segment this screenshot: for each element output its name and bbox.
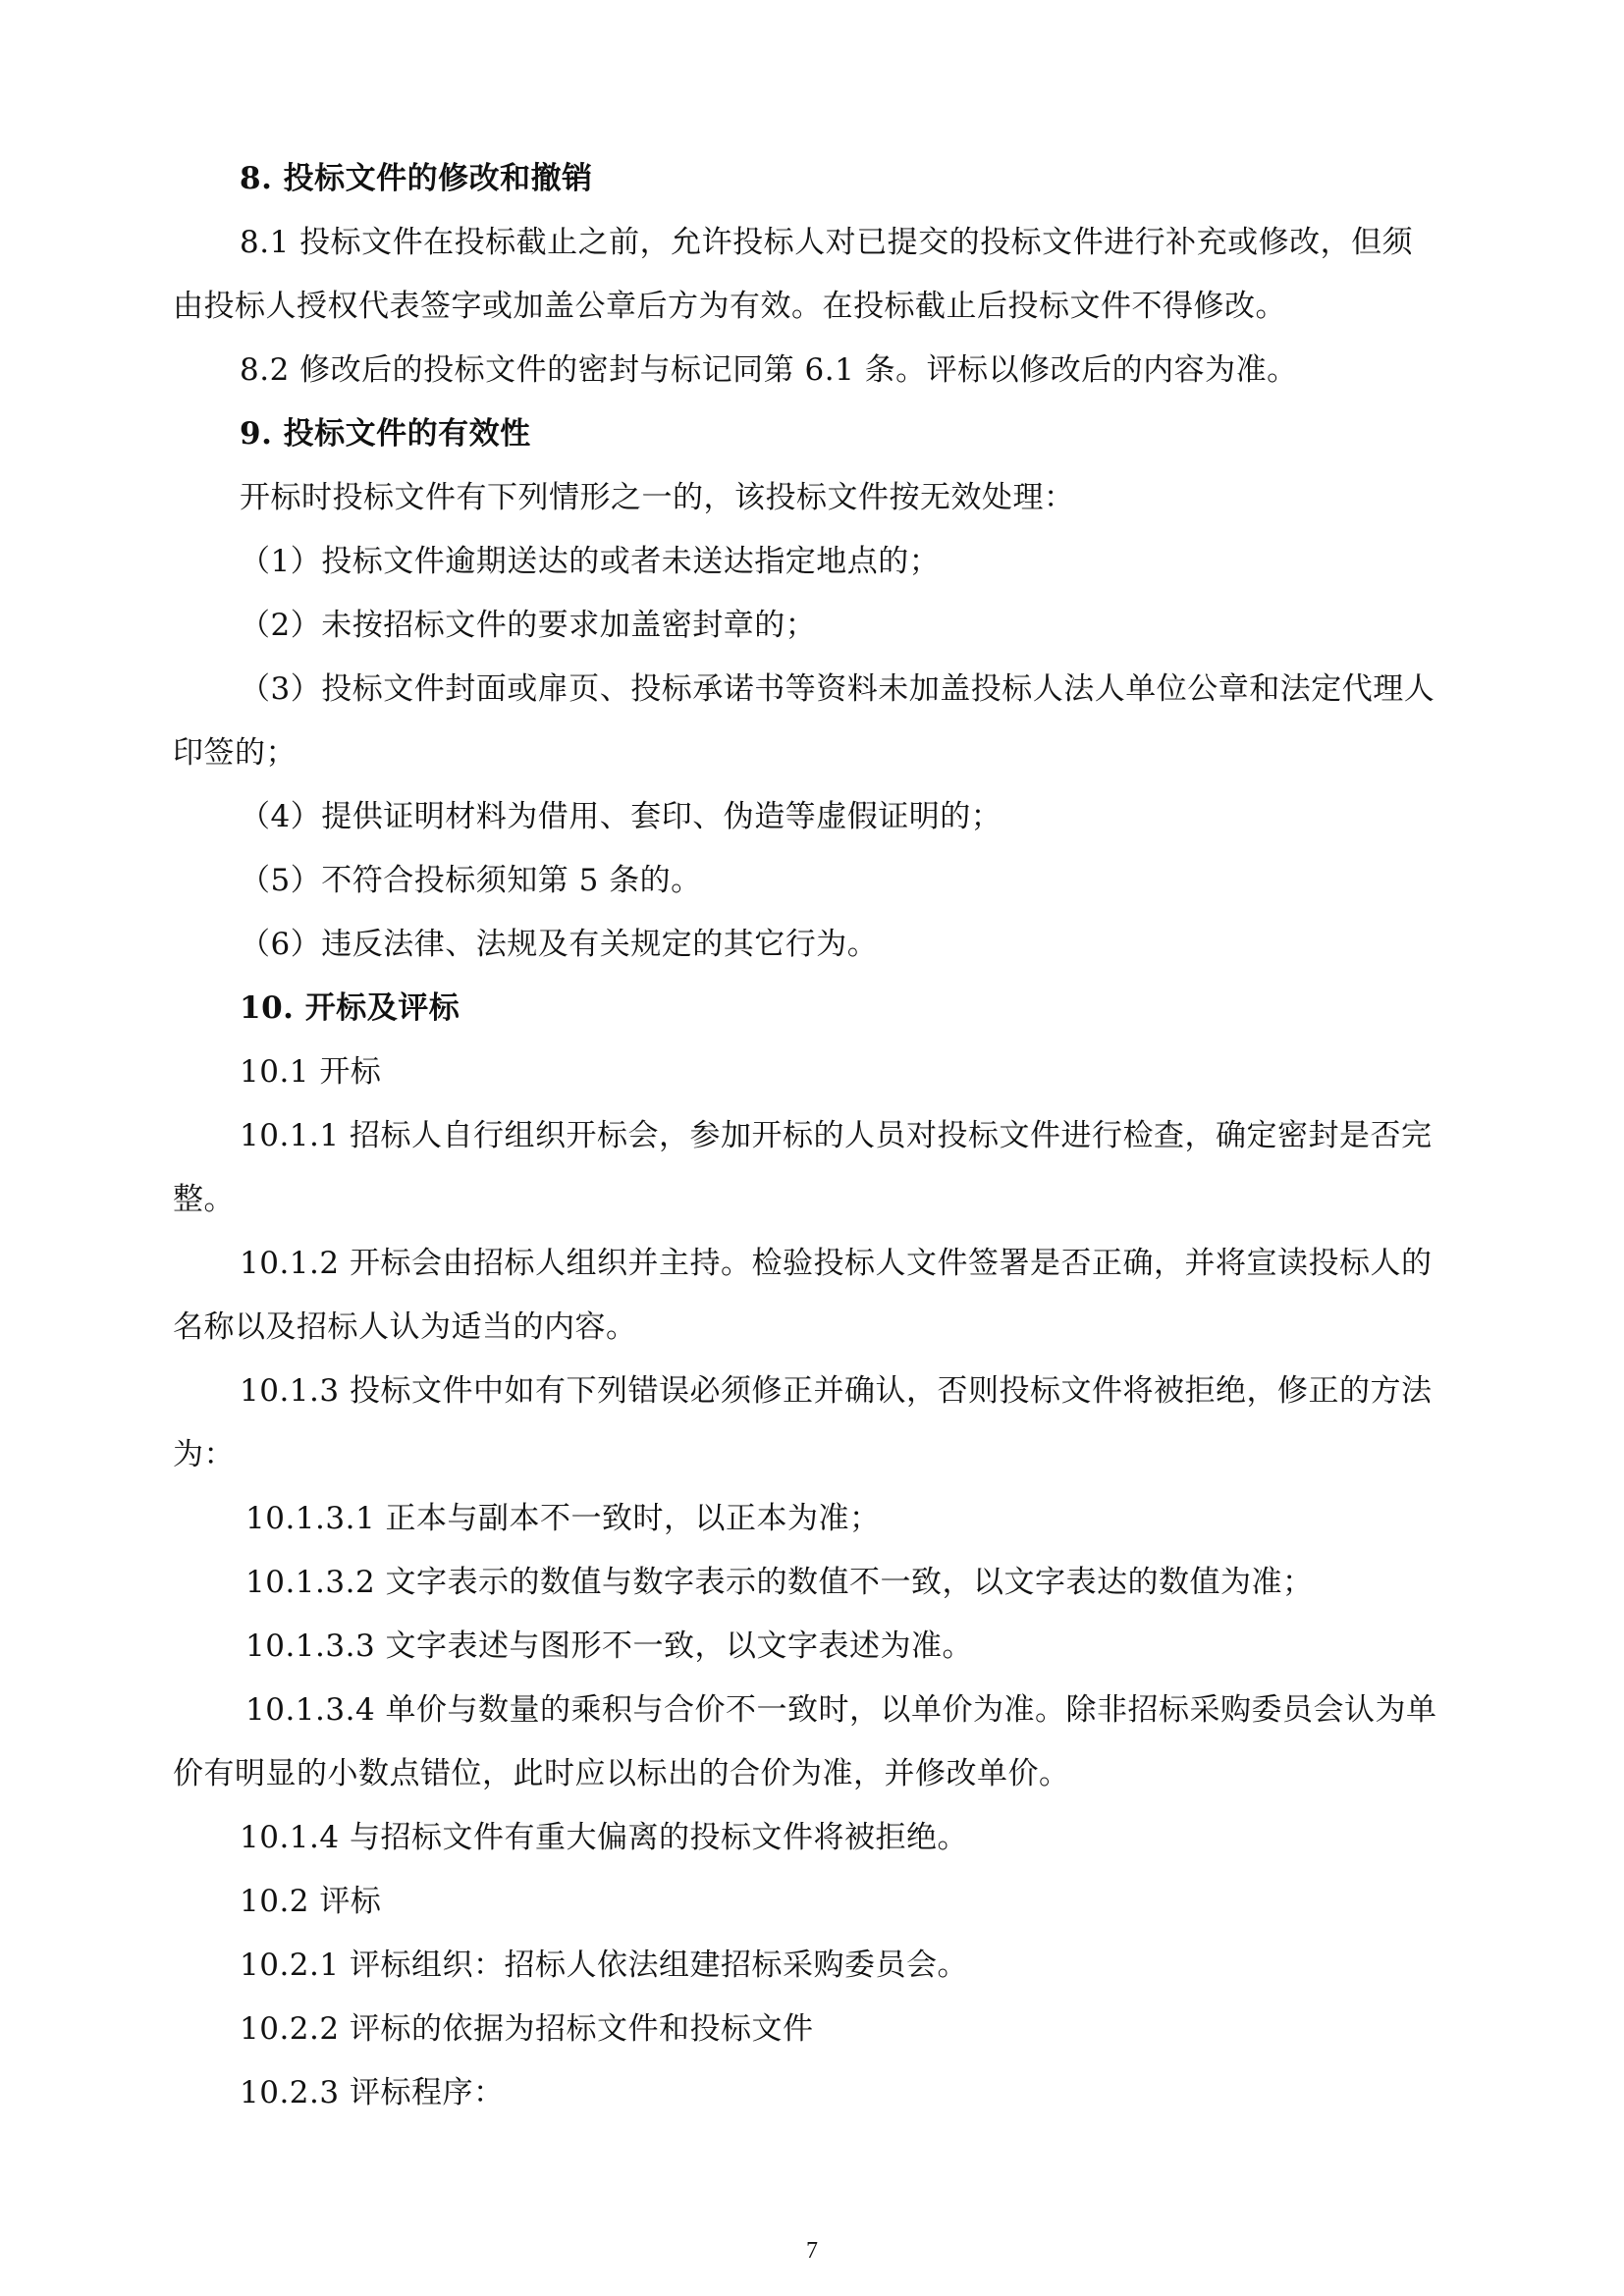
list-item-1: （1）投标文件逾期送达的或者未送达指定地点的； bbox=[240, 544, 941, 579]
subheading-10-2: 10.2 评标 bbox=[240, 1884, 382, 1919]
paragraph-10-1-3-4-line-1: 10.1.3.4 单价与数量的乘积与合价不一致时，以单价为准。除非招标采购委员会认为单 bbox=[245, 1692, 1437, 1728]
list-item-2: （2）未按招标文件的要求加盖密封章的； bbox=[240, 608, 817, 643]
paragraph-10-1-2-line-2: 名称以及招标人认为适当的内容。 bbox=[173, 1309, 637, 1345]
paragraph-8-2: 8.2 修改后的投标文件的密封与标记同第 6.1 条。评标以修改后的内容为准。 bbox=[240, 352, 1298, 388]
paragraph-10-2-1: 10.2.1 评标组织：招标人依法组建招标采购委员会。 bbox=[240, 1948, 968, 1983]
paragraph-10-1-3-line-2: 为： bbox=[173, 1437, 235, 1472]
paragraph-10-2-3: 10.2.3 评标程序： bbox=[240, 2075, 505, 2110]
document-body bbox=[173, 147, 1498, 2125]
paragraph-10-2-2: 10.2.2 评标的依据为招标文件和投标文件 bbox=[240, 2011, 814, 2047]
paragraph-9-intro: 开标时投标文件有下列情形之一的，该投标文件按无效处理： bbox=[240, 480, 1075, 515]
section-heading-8: 8. 投标文件的修改和撤销 bbox=[240, 161, 593, 196]
paragraph-10-1-3-1: 10.1.3.1 正本与副本不一致时，以正本为准； bbox=[245, 1501, 881, 1536]
list-item-6: （6）违反法律、法规及有关规定的其它行为。 bbox=[240, 927, 879, 962]
section-heading-10: 10. 开标及评标 bbox=[240, 990, 460, 1026]
list-item-3-line-2: 印签的； bbox=[173, 735, 297, 771]
page-number: 7 bbox=[806, 2238, 818, 2264]
paragraph-10-1-4: 10.1.4 与招标文件有重大偏离的投标文件将被拒绝。 bbox=[240, 1820, 968, 1855]
paragraph-10-1-3-line-1: 10.1.3 投标文件中如有下列错误必须修正并确认，否则投标文件将被拒绝，修正的方法 bbox=[240, 1373, 1433, 1409]
subheading-10-1: 10.1 开标 bbox=[240, 1054, 382, 1090]
list-item-4: （4）提供证明材料为借用、套印、伪造等虚假证明的； bbox=[240, 799, 1002, 834]
section-heading-9: 9. 投标文件的有效性 bbox=[240, 416, 531, 452]
paragraph-10-1-3-4-line-2: 价有明显的小数点错位，此时应以标出的合价为准，并修改单价。 bbox=[173, 1756, 1070, 1791]
paragraph-8-1-line-1: 8.1 投标文件在投标截止之前，允许投标人对已提交的投标文件进行补充或修改，但须 bbox=[240, 225, 1414, 260]
paragraph-8-1-line-2: 由投标人授权代表签字或加盖公章后方为有效。在投标截止后投标文件不得修改。 bbox=[173, 289, 1286, 324]
paragraph-10-1-2-line-1: 10.1.2 开标会由招标人组织并主持。检验投标人文件签署是否正确，并将宣读投标人的 bbox=[240, 1246, 1433, 1281]
paragraph-10-1-1-line-2: 整。 bbox=[173, 1182, 235, 1217]
paragraph-10-1-3-2: 10.1.3.2 文字表示的数值与数字表示的数值不一致，以文字表达的数值为准； bbox=[245, 1565, 1314, 1600]
paragraph-10-1-3-3: 10.1.3.3 文字表述与图形不一致，以文字表述为准。 bbox=[245, 1629, 974, 1664]
list-item-3-line-1: （3）投标文件封面或扉页、投标承诺书等资料未加盖投标人法人单位公章和法定代理人 bbox=[240, 671, 1435, 707]
list-item-5: （5）不符合投标须知第 5 条的。 bbox=[240, 863, 702, 898]
paragraph-10-1-1-line-1: 10.1.1 招标人自行组织开标会，参加开标的人员对投标文件进行检查，确定密封是否完 bbox=[240, 1118, 1433, 1153]
